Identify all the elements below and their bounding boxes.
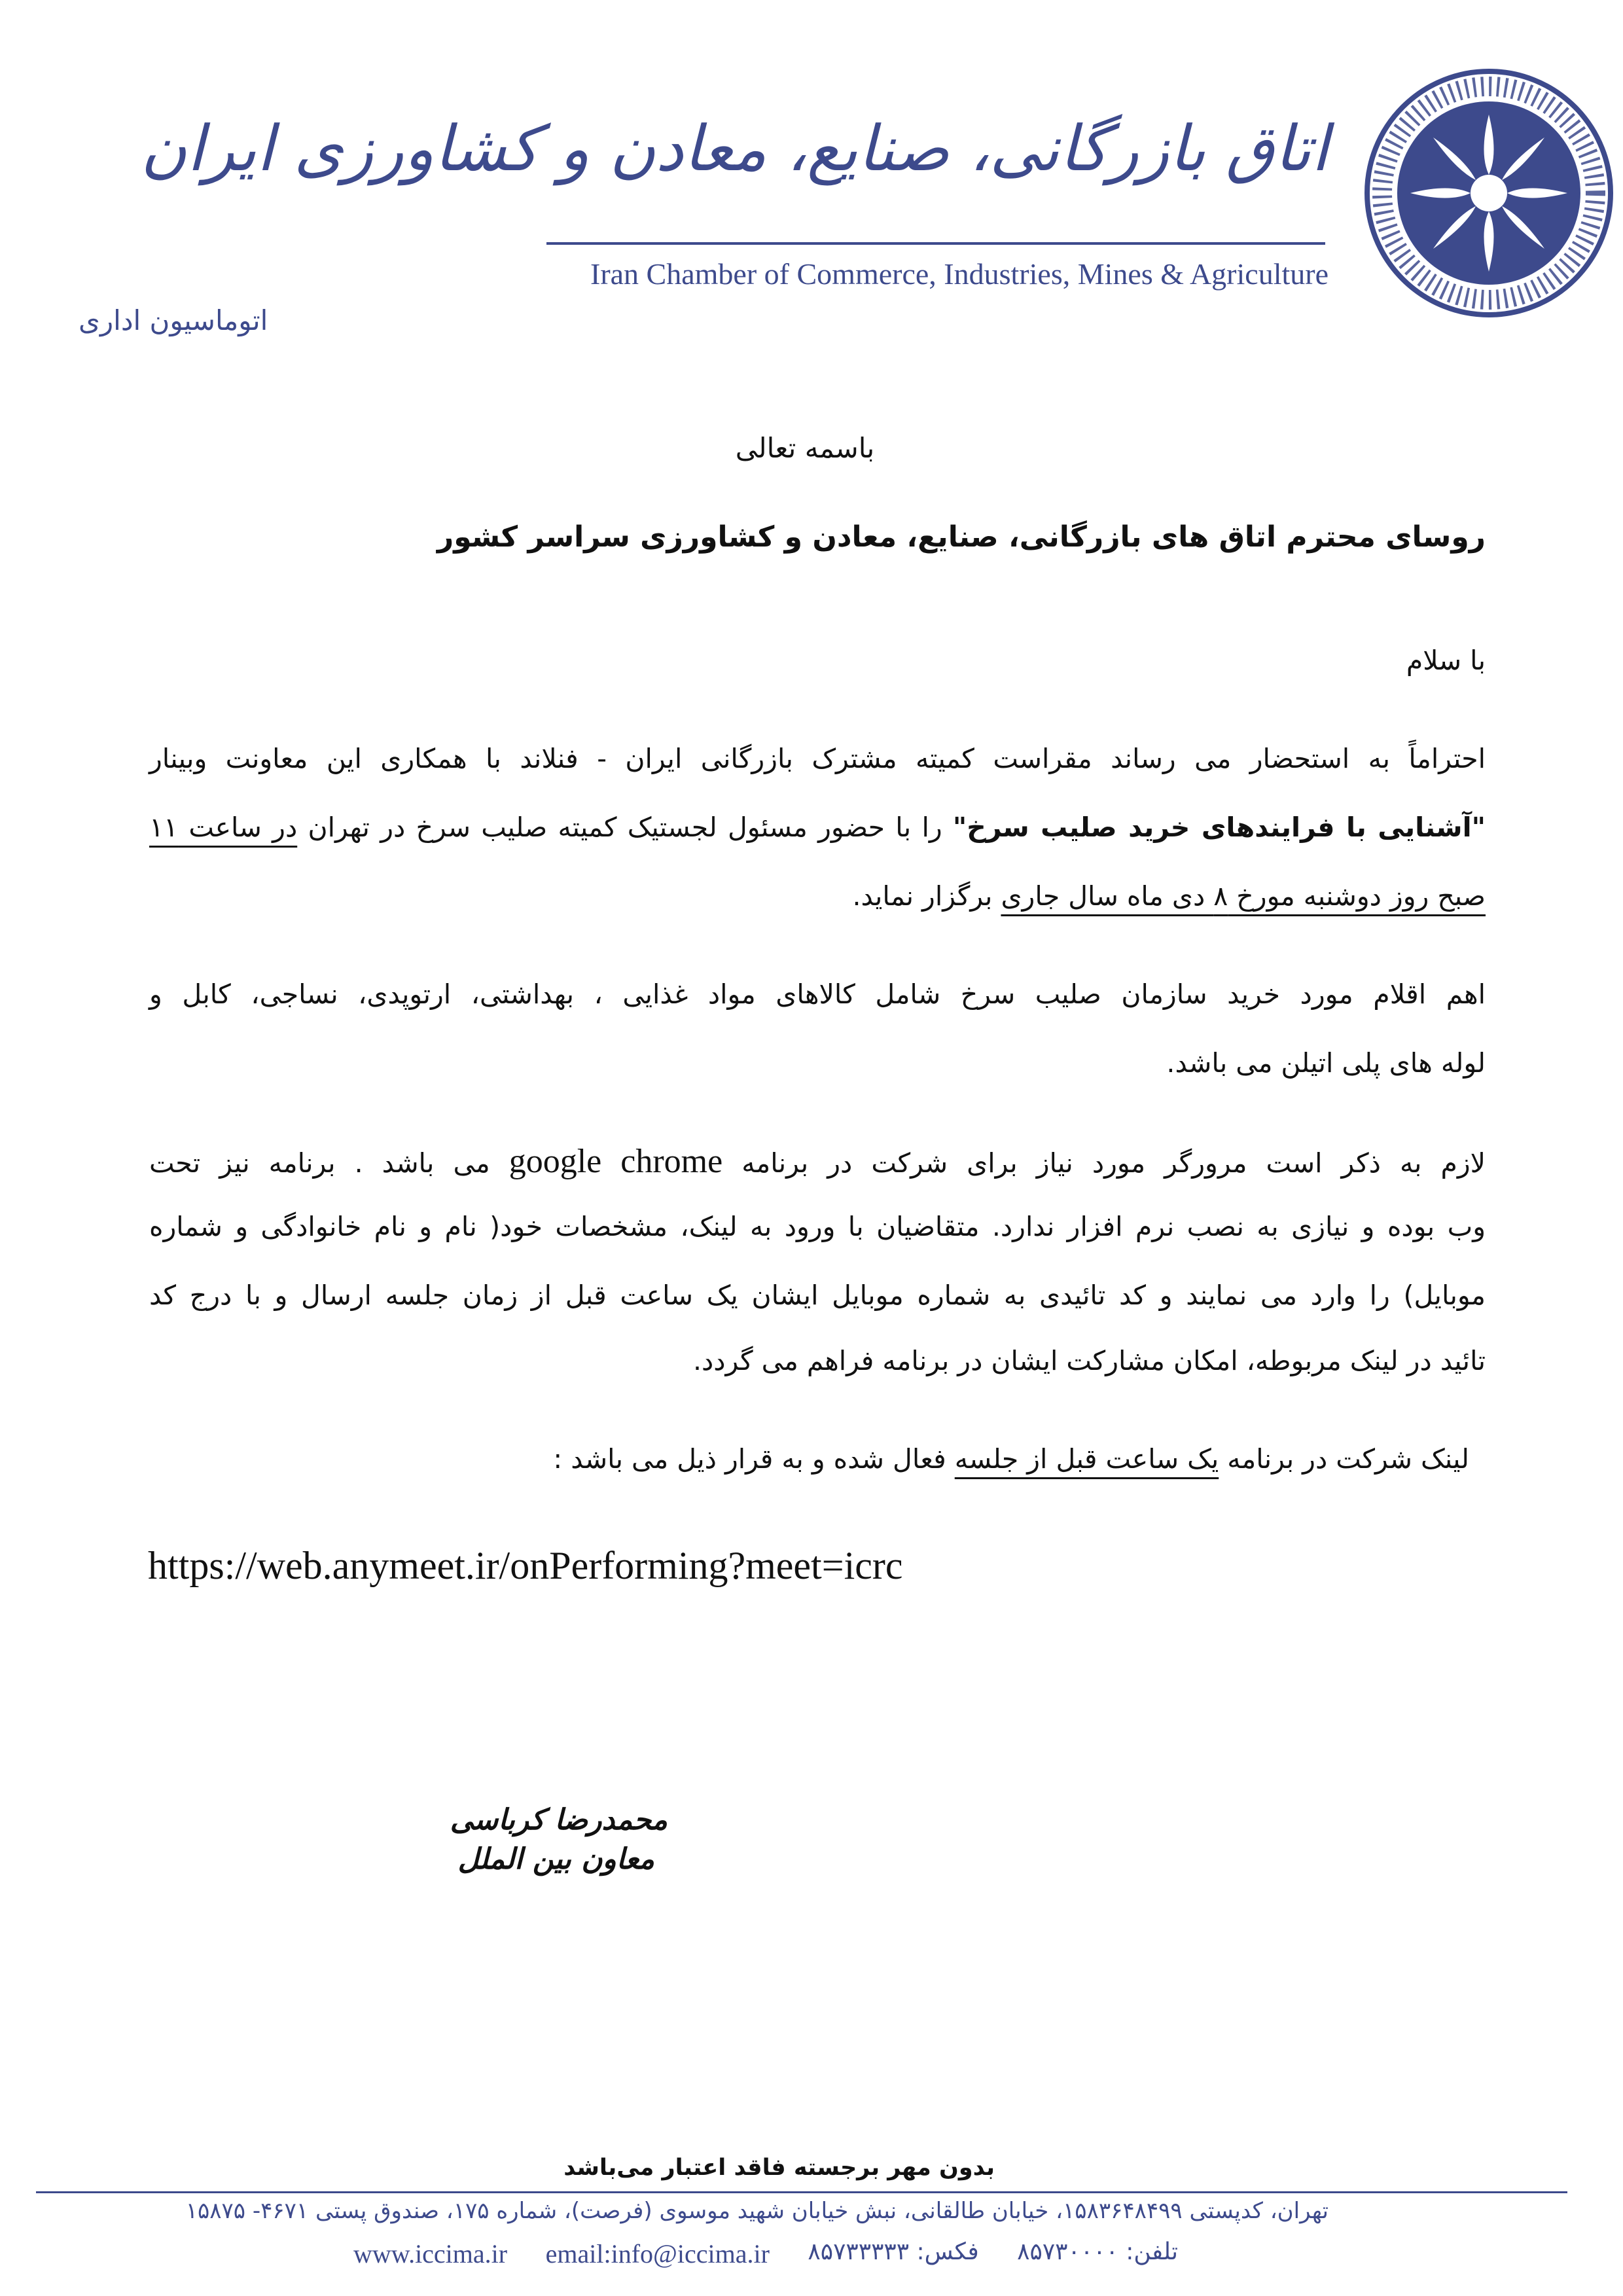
paragraph-4-text-a: لینک شرکت در برنامه (1219, 1443, 1469, 1475)
paragraph-3-line-3: موبایل) را وارد می نمایند و کد تائیدی به شماره موبایل ایشان یک ساعت قبل از زمان جلسه ارسال و با درج کد (149, 1280, 1486, 1311)
footer-phone: تلفن: ۸۵۷۳۰۰۰۰ (1017, 2238, 1178, 2265)
link-activation-time: یک ساعت قبل از جلسه (954, 1443, 1219, 1475)
signer-title: معاون بین الملل (457, 1842, 654, 1876)
paragraph-1-line-3 (149, 880, 1486, 912)
footer-website[interactable]: www.iccima.ir (353, 2239, 508, 2269)
footer-validity-note: بدون مهر برجسته فاقد اعتبار می‌باشد (563, 2155, 995, 2181)
paragraph-3-line-1-text-a: لازم به ذکر است مرورگر مورد نیاز برای شرکت در برنامه (722, 1147, 1486, 1179)
chamber-logo (1358, 62, 1620, 324)
webinar-title: "آشنایی با فرایندهای خرید صلیب سرخ" (952, 812, 1486, 843)
footer-email[interactable]: email:info@iccima.ir (545, 2239, 770, 2269)
paragraph-1-line-1: احتراماً به استحضار می رساند مقراست کمیته مشترک بازرگانی ایران - فنلاند با همکاری این معاونت وبینار (149, 743, 1486, 774)
paragraph-4 (327, 1443, 1469, 1475)
paragraph-3-line-2: وب بوده و نیازی به نصب نرم افزار ندارد. متقاضیان با ورود به لینک، مشخصات خود( نام و نام خانوادگی و شماره (149, 1211, 1486, 1242)
paragraph-3-line-1 (149, 1142, 1486, 1181)
paragraph-1-line-2-text: را با حضور مسئول لجستیک کمیته صلیب سرخ در تهران (297, 812, 953, 843)
signer-name: محمدرضا کرباسی (450, 1803, 668, 1837)
footer-fax: فکس: ۸۵۷۳۳۳۳۳ (808, 2238, 979, 2265)
webinar-date: صبح روز دوشنبه مورخ ۸ دی ماه سال جاری (1001, 880, 1486, 912)
org-name-en: Iran Chamber of Commerce, Industries, Mines & Agriculture (590, 257, 1329, 291)
footer-divider (36, 2191, 1567, 2193)
meeting-link[interactable]: https://web.anymeet.ir/onPerforming?meet=icrc (148, 1544, 903, 1587)
paragraph-1-line-3-text: برگزار نماید. (852, 880, 1001, 912)
paragraph-3-line-1-text-b: می باشد . برنامه نیز تحت (149, 1147, 509, 1179)
browser-name: google chrome (508, 1143, 723, 1180)
recipient-line: روسای محترم اتاق های بازرگانی، صنایع، معادن و کشاورزی سراسر کشور (437, 520, 1486, 554)
webinar-time: در ساعت ۱۱ (149, 812, 298, 843)
footer-contact (353, 2238, 1178, 2269)
salutation: باسمه تعالی (735, 432, 875, 464)
header-divider (546, 242, 1325, 245)
paragraph-3-line-4: تائید در لینک مربوطه، امکان مشارکت ایشان در برنامه فراهم می گردد. (692, 1345, 1486, 1376)
paragraph-4-text-b: فعال شده و به قرار ذیل می باشد : (553, 1443, 955, 1475)
paragraph-2-line-2: لوله های پلی اتیلن می باشد. (1166, 1047, 1486, 1079)
footer-address: تهران، کدپستی ۱۵۸۳۶۴۸۴۹۹، خیابان طالقانی، نبش خیابان شهید موسوی (فرصت)، شماره ۱۷۵، صندوق پستی ۴۶۷۱- ۱۵۸۷۵ (185, 2198, 1329, 2224)
paragraph-2-line-1: اهم اقلام مورد خرید سازمان صلیب سرخ شامل کالاهای مواد غذایی ، بهداشتی، ارتوپدی، نساجی، کابل و (149, 978, 1486, 1010)
org-name-fa: اتاق بازرگانی، صنایع، معادن و کشاورزی ایران (140, 112, 1329, 185)
automation-label: اتوماسیون اداری (79, 304, 268, 336)
greeting: با سلام (1406, 645, 1486, 676)
paragraph-1-line-2 (149, 812, 1486, 843)
